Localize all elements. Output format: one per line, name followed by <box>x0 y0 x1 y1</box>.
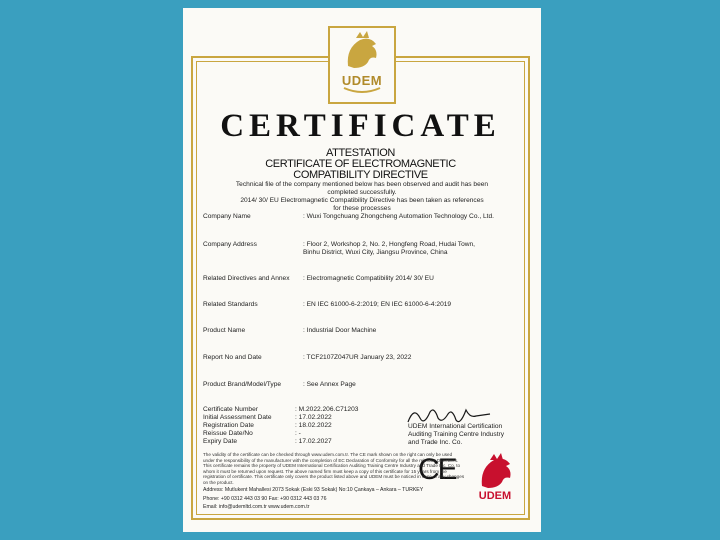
cert-value: : - <box>295 430 301 437</box>
cert-label: Reissue Date/No <box>203 430 253 437</box>
udem-red-logo <box>470 452 520 508</box>
cert-value: : 17.02.2027 <box>295 438 332 445</box>
footer-address: Address: Mutlukent Mahallesi 2073 Sokak (Eski 93 Sokak) No:10 Çankaya – Ankara – TURKEY <box>203 487 424 493</box>
footer-email: Email: info@udemltd.com.tr www.udem.com.tr <box>203 504 310 511</box>
field-label: Company Name <box>203 213 251 220</box>
issuer-block <box>408 423 508 447</box>
issuer-line: UDEM International Certification <box>408 423 503 430</box>
intro-text <box>226 181 498 213</box>
field-label: Product Brand/Model/Type <box>203 381 282 388</box>
udem-logo <box>328 26 396 104</box>
cert-label: Certificate Number <box>203 406 258 413</box>
logo-text: UDEM <box>341 73 383 88</box>
intro-line: Technical file of the company mentioned below has been observed and audit has been <box>235 181 489 188</box>
field-value: : Floor 2, Workshop 2, No. 2, Hongfeng Road, Hudai Town, Binhu District, Wuxi City, Jiangsu Province, China <box>303 241 476 256</box>
udem-red-text: UDEM <box>478 490 512 502</box>
field-value: : Industrial Door Machine <box>303 327 377 334</box>
issuer-line: Auditing Training Centre Industry <box>408 431 505 438</box>
cert-value: : 17.02.2022 <box>295 414 332 421</box>
field-label: Related Directives and Annex <box>203 275 290 282</box>
subtitle-line-2: CERTIFICATE OF ELECTROMAGNETIC <box>265 158 456 170</box>
field-label: Related Standards <box>203 301 258 308</box>
field-value: : See Annex Page <box>303 381 356 388</box>
field-label: Company Address <box>203 241 257 248</box>
cert-value: : 18.02.2022 <box>295 422 332 429</box>
intro-line: 2014/ 30/ EU Electromagnetic Compatibility Directive has been taken as references <box>240 197 484 204</box>
field-label: Product Name <box>203 327 246 334</box>
lion-crest-icon <box>330 28 394 102</box>
field-value: : Wuxi Tongchuang Zhongcheng Automation Technology Co., Ltd. <box>303 213 494 220</box>
field-value: : Electromagnetic Compatibility 2014/ 30/ EU <box>303 275 434 282</box>
cert-value: : M.2022.206.C71203 <box>295 406 359 413</box>
ce-mark-icon: CE <box>418 453 456 486</box>
field-value: : EN IEC 61000-6-2:2019; EN IEC 61000-6-4:2019 <box>303 301 452 308</box>
red-lion-icon <box>470 452 520 492</box>
cert-label: Registration Date <box>203 422 254 429</box>
footer-phone: Phone: +90 0312 443 03 90 Fax: +90 0312 443 03 76 <box>203 495 327 502</box>
footer-contact <box>203 486 453 512</box>
field-value: : TCF2107Z047UR January 23, 2022 <box>303 354 412 361</box>
intro-line: for these processes <box>333 205 391 212</box>
issuer-line: and Trade Inc. Co. <box>408 439 463 446</box>
subtitle-line-3: COMPATIBILITY DIRECTIVE <box>293 169 428 181</box>
subtitle-line-1: ATTESTATION <box>326 147 395 159</box>
field-label: Report No and Date <box>203 354 262 361</box>
page-title: CERTIFICATE <box>220 108 501 144</box>
intro-line: completed successfully. <box>327 189 397 196</box>
footer-disclaimer: The validity of the certificate can be checked through www.udem.com.tr. The CE mark shown on the right can only be used under the responsibility of the manufacturer with the completion of EC Declaration of Conformity for all the relevant Directives. This certificate remains the property of UDEM International Certification Auditing Training Centre Industry and Trade Inc. Co. to whom it must be returned upon request. The above named firm must keep a copy of this certificate for 15 years from the registration of certificate. This certificate only covers the product listed above and UDEM must be noticed in case of any changes on the product. <box>203 452 465 485</box>
cert-label: Expiry Date <box>203 438 238 445</box>
cert-label: Initial Assessment Date <box>203 414 272 421</box>
